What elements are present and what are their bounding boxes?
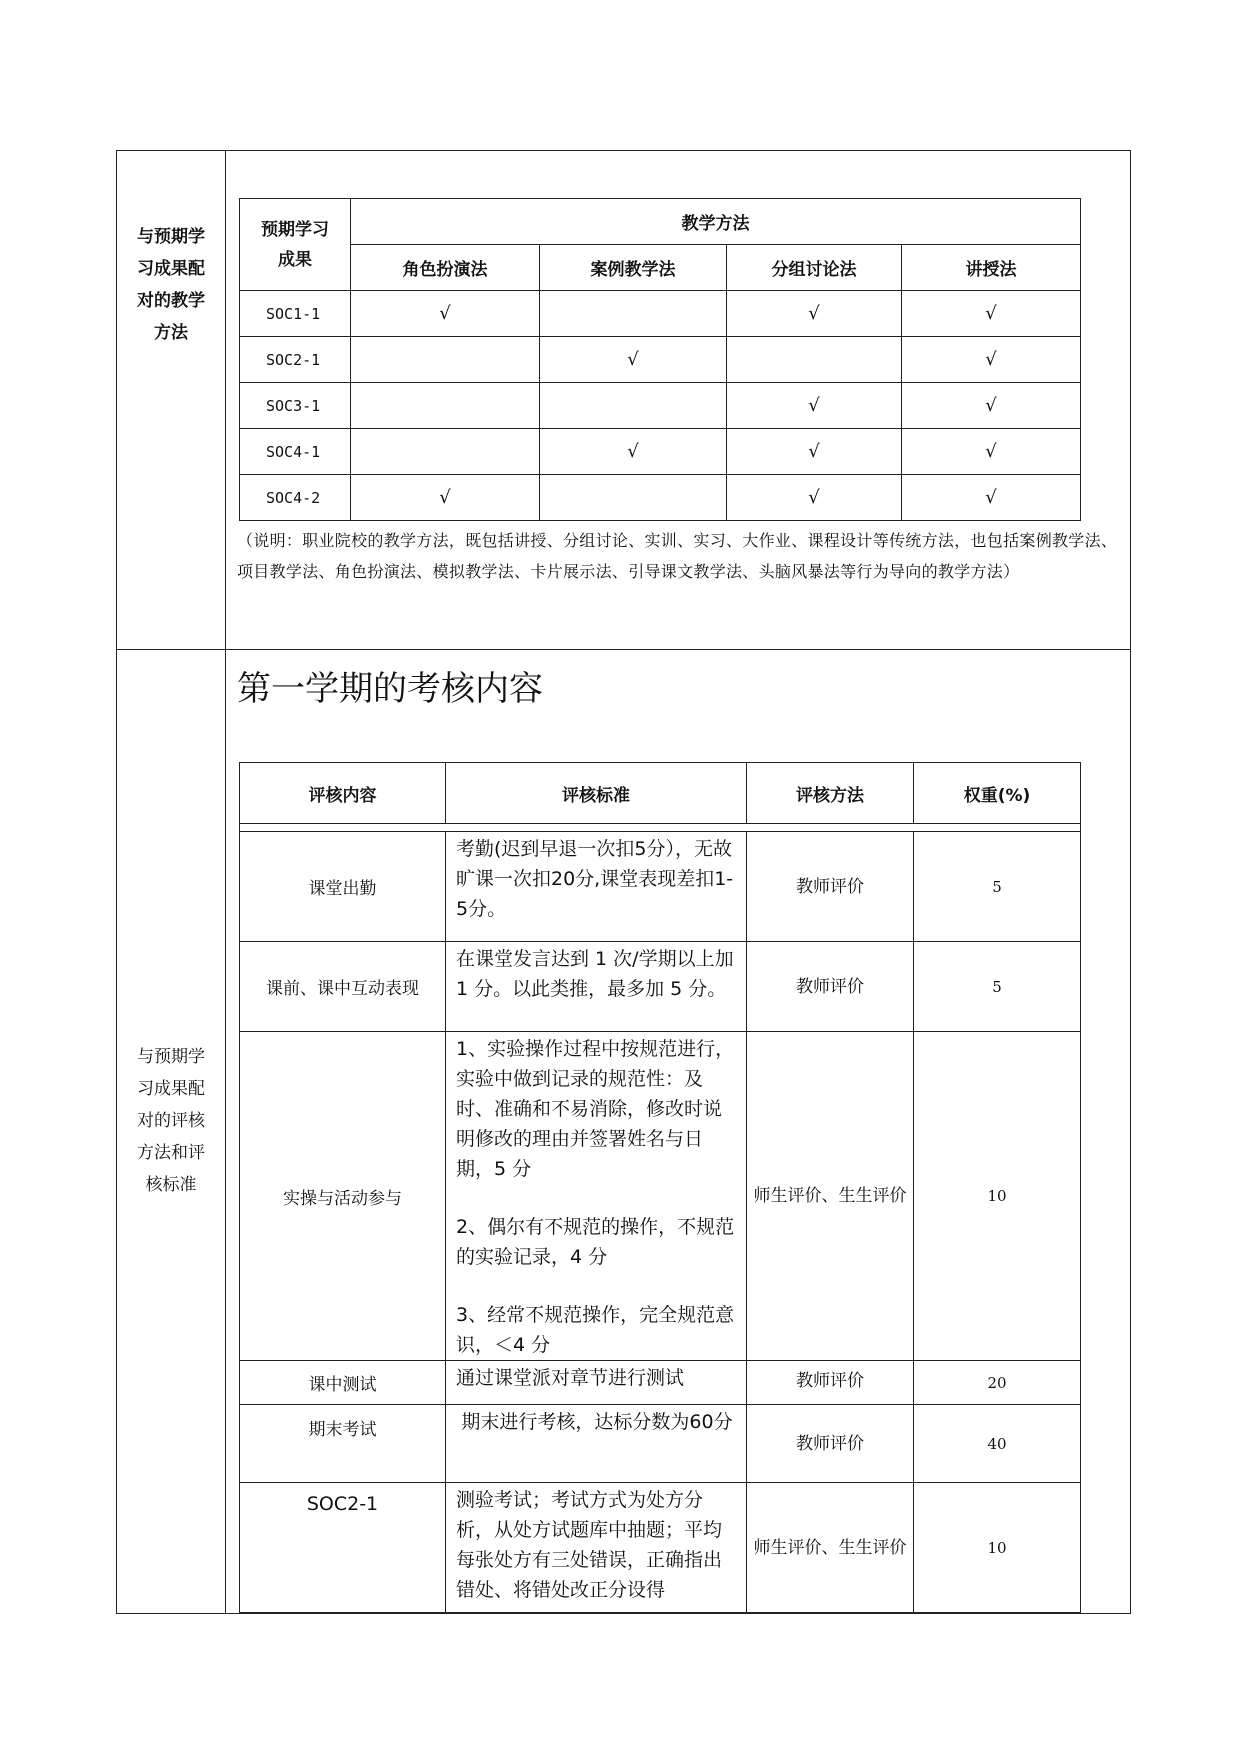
methods-section-label: 与预期学 习成果配 对的教学 方法 <box>137 227 205 343</box>
methods-header: 教学方法 <box>351 199 1081 245</box>
assessment-section-label: 与预期学 习成果配 对的评核 方法和评 核标准 <box>137 1047 205 1195</box>
outcome-header: 预期学习 成果 <box>240 199 351 291</box>
column-header: 讲授法 <box>902 245 1081 291</box>
table-row: SOC3-1 √ √ <box>240 383 1081 429</box>
table-row: SOC4-1 √ √ √ <box>240 429 1081 475</box>
column-header: 评核内容 <box>240 763 446 824</box>
table-row: 实操与活动参与 1、实验操作过程中按规范进行，实验中做到记录的规范性：及时、准确和不易消除，修改时说明修改的理由并签署姓名与日期，5 分 2、偶尔有不规范的操作，不规范的实验记录，4 分 3、经常不规范操作，完全规范意识，＜4 分 师生评价、生生评价 10 <box>240 1032 1081 1361</box>
table-row: SOC4-2 √ √ √ <box>240 475 1081 521</box>
teaching-methods-table <box>239 198 1081 521</box>
column-header: 评核方法 <box>747 763 914 824</box>
table-row: 期末考试 期末进行考核，达标分数为60分 教师评价 40 <box>240 1405 1081 1483</box>
table-row: SOC2-1 测验考试；考试方式为处方分析，从处方试题库中抽题；平均每张处方有三处错误，正确指出错处、将错处改正分设得 师生评价、生生评价 10 <box>240 1483 1081 1613</box>
table-row: SOC2-1 √ √ <box>240 337 1081 383</box>
column-header: 案例教学法 <box>540 245 727 291</box>
course-outline-page <box>116 150 1131 1614</box>
assessment-table <box>239 762 1081 1613</box>
section-title: 第一学期的考核内容 <box>237 669 543 709</box>
column-divider <box>225 151 226 1613</box>
methods-note: （说明：职业院校的教学方法，既包括讲授、分组讨论、实训、实习、大作业、课程设计等传统方法，也包括案例教学法、项目教学法、角色扮演法、模拟教学法、卡片展示法、引导课文教学法、头脑风暴法等行为导向的教学方法） <box>237 531 1118 581</box>
column-header: 角色扮演法 <box>351 245 540 291</box>
section-divider <box>117 649 1130 650</box>
column-header: 权重(%) <box>914 763 1081 824</box>
table-row: 课前、课中互动表现 在课堂发言达到 1 次/学期以上加 1 分。以此类推，最多加 5 分。 教师评价 5 <box>240 942 1081 1032</box>
table-row: 课堂出勤 考勤(迟到早退一次扣5分），无故旷课一次扣20分,课堂表现差扣1-5分。 教师评价 5 <box>240 832 1081 942</box>
column-header: 分组讨论法 <box>727 245 902 291</box>
column-header: 评核标准 <box>446 763 747 824</box>
table-row: 课中测试 通过课堂派对章节进行测试 教师评价 20 <box>240 1361 1081 1405</box>
table-row: SOC1-1 √ √ √ <box>240 291 1081 337</box>
